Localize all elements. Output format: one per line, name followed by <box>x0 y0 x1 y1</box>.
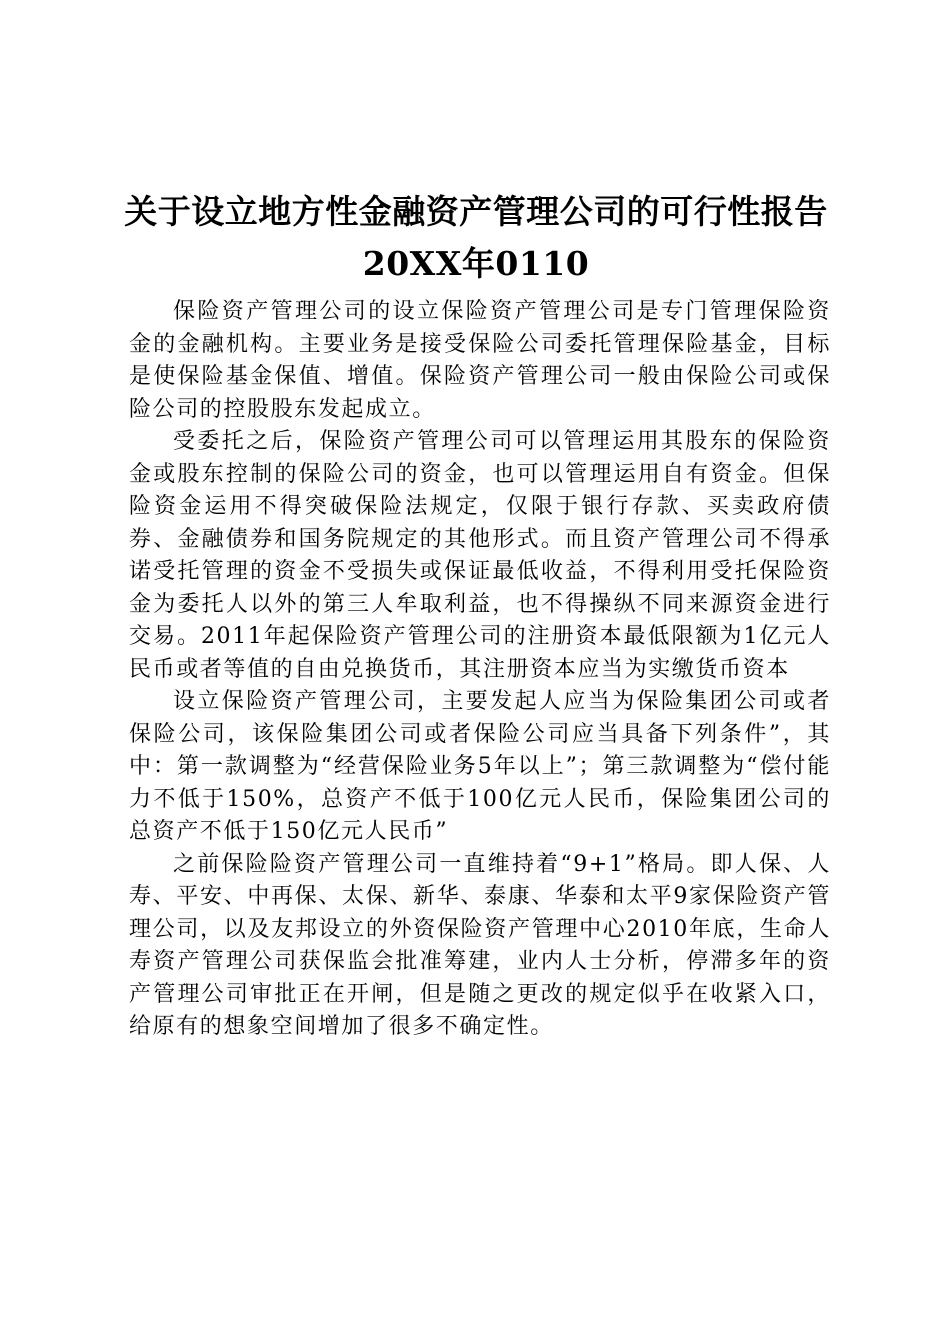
paragraph-4: 之前保险险资产管理公司一直维持着“9+1”格局。即人保、人寿、平安、中再保、太保、新华、泰康、华泰和太平9家保险资产管理公司，以及友邦设立的外资保险资产管理中心2010年底，生命人寿资产管理公司获保监会批准筹建，业内人士分析，停滞多年的资产管理公司审批正在开闸，但是随之更改的规定似乎在收紧入口，给原有的想象空间增加了很多不确定性。 <box>129 851 831 1039</box>
document-title: 关于设立地方性金融资产管理公司的可行性报告20XX年0110 <box>124 192 828 283</box>
paragraph-2: 受委托之后，保险资产管理公司可以管理运用其股东的保险资金或股东控制的保险公司的资金，也可以管理运用自有资金。但保险资金运用不得突破保险法规定，仅限于银行存款、买卖政府债券、金融债券和国务院规定的其他形式。而且资产管理公司不得承诺受托管理的资金不受损失或保证最低收益，不得利用受托保险资金为委托人以外的第三人牟取利益，也不得操纵不同来源资金进行交易。2011年起保险资产管理公司的注册资本最低限额为1亿元人民币或者等值的自由兑换货币，其注册资本应当为实缴货币资本 <box>129 429 831 682</box>
paragraph-3: 设立保险资产管理公司，主要发起人应当为保险集团公司或者保险公司，该保险集团公司或者保险公司应当具备下列条件”，其中：第一款调整为“经营保险业务5年以上”；第三款调整为“偿付能力不低于150%，总资产不低于100亿元人民币，保险集团公司的总资产不低于150亿元人民币” <box>129 689 831 844</box>
document-body <box>129 296 831 1044</box>
paragraph-1: 保险资产管理公司的设立保险资产管理公司是专门管理保险资金的金融机构。主要业务是接受保险公司委托管理保险基金，目标是使保险基金保值、增值。保险资产管理公司一般由保险公司或保险公司的控股股东发起成立。 <box>129 299 831 422</box>
